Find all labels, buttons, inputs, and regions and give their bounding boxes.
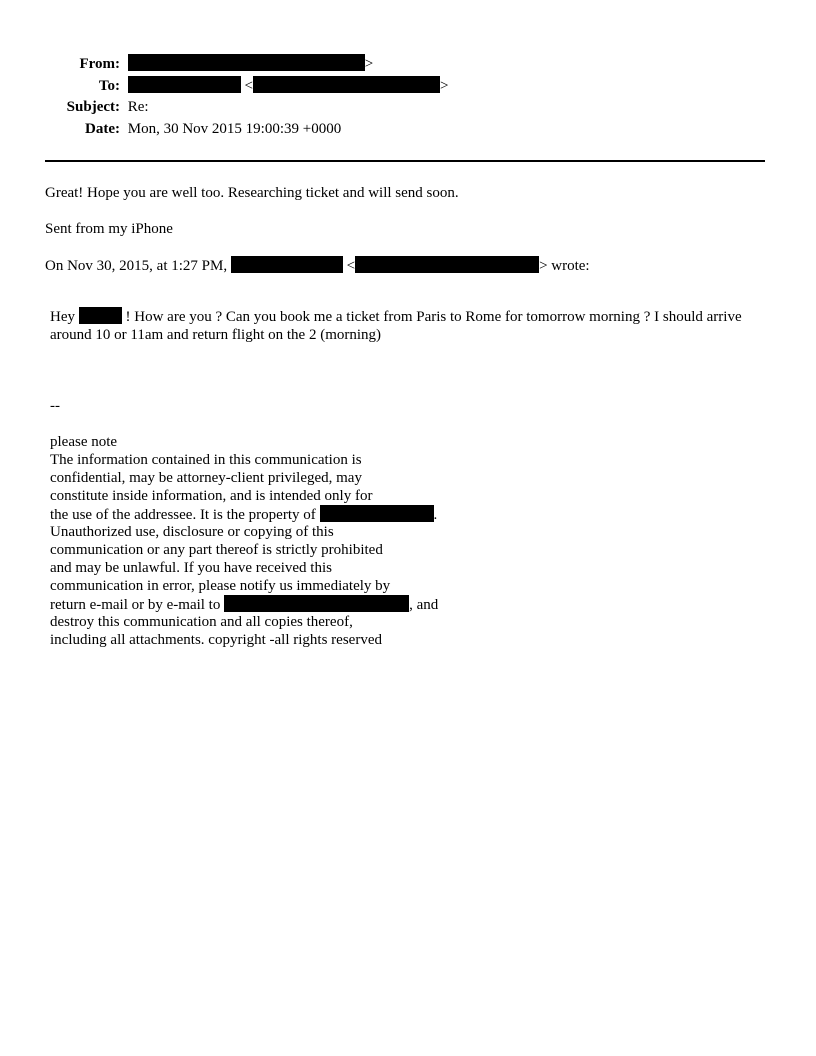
disclaimer-line: constitute inside information, and is intended only for [50,488,373,504]
subject-value: Re: [127,99,149,115]
redacted-block [355,256,539,273]
signature-separator: -- [50,398,60,414]
email-suffix: , and [409,597,439,613]
disclaimer-property-line [50,505,510,523]
quote-intro-prefix: On Nov 30, 2015, at 1:27 PM, [45,258,228,274]
from-label: From: [79,56,120,72]
redacted-block [128,54,365,71]
quoted-message [50,307,770,344]
redacted-block [224,595,409,612]
to-value [128,76,449,95]
to-close: > [439,78,449,94]
header-date-row [40,120,341,138]
redacted-block [320,505,434,522]
signature: Sent from my iPhone [45,221,173,237]
header-to-row [40,76,448,94]
redacted-block [79,307,122,324]
disclaimer-line: please note [50,434,118,450]
quoted-greeting: Hey [50,309,75,325]
email-prefix: return e-mail or by e-mail to [50,597,221,613]
to-open: < [244,78,253,94]
disclaimer-line: communication or any part thereof is strictly prohibited [50,542,383,558]
disclaimer [50,433,510,649]
date-label: Date: [85,121,120,137]
header-divider [45,160,765,162]
redacted-block [128,76,241,93]
quote-intro [45,256,590,275]
disclaimer-line: confidential, may be attorney-client privileged, may [50,470,362,486]
from-suffix: > [364,56,374,72]
to-label: To: [98,78,120,94]
quote-intro-suffix: > wrote: [539,258,590,274]
reply-text: Great! Hope you are well too. Researching ticket and will send soon. [45,185,459,201]
quoted-text: ! How are you ? Can you book me a ticket from Paris to Rome for tomorrow morning ? I should arrive around 10 or 11am and return flight on the 2 (morning) [50,309,742,343]
subject-label: Subject: [66,99,120,115]
disclaimer-line: Unauthorized use, disclosure or copying of this [50,524,334,540]
disclaimer-line: and may be unlawful. If you have received this [50,560,332,576]
disclaimer-line: including all attachments. copyright -all rights reserved [50,632,382,648]
disclaimer-line: destroy this communication and all copies thereof, [50,614,353,630]
date-value: Mon, 30 Nov 2015 19:00:39 +0000 [127,121,342,137]
quote-intro-open: < [346,258,356,274]
property-suffix: . [433,507,438,523]
header-subject-row [40,98,149,116]
redacted-block [231,256,343,273]
header-from-row [40,54,373,72]
disclaimer-line: The information contained in this communication is [50,452,362,468]
disclaimer-line: communication in error, please notify us immediately by [50,578,391,594]
disclaimer-email-line [50,595,510,613]
redacted-block [253,76,440,93]
property-prefix: the use of the addressee. It is the property of [50,507,316,523]
from-value [128,54,373,73]
